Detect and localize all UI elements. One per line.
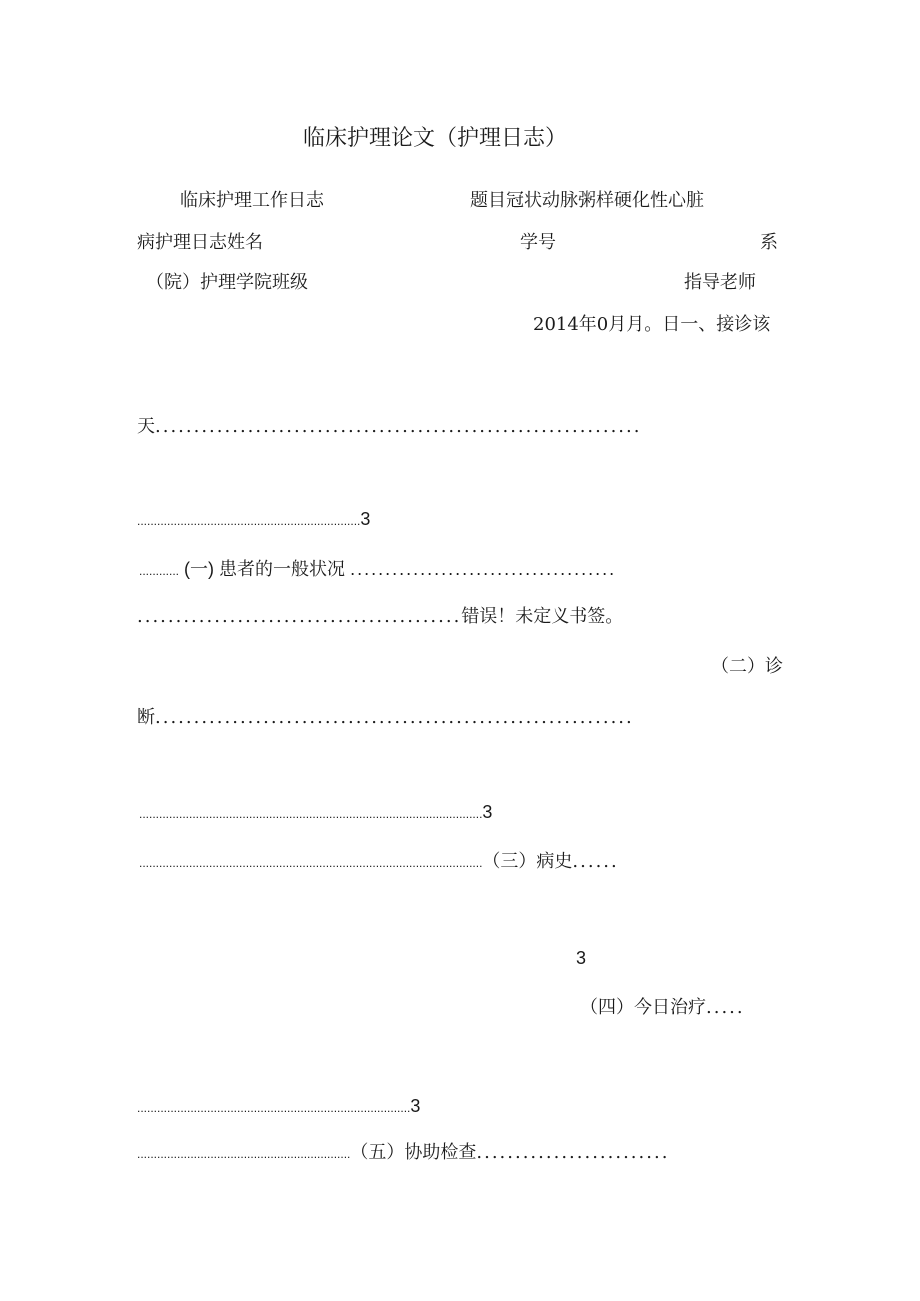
toc-entry-5-page-line [137, 1094, 420, 1120]
header-student-id-label: 学号 [520, 232, 556, 253]
header-topic: 题目冠状动脉粥样硬化性心脏 [470, 190, 704, 211]
toc-entry-2-text: 患者的一般状况 [219, 559, 346, 580]
header-department-label: 系 [760, 232, 778, 253]
toc-entry-3-page-line [139, 800, 492, 826]
toc-entry-3-text: 断 [137, 707, 155, 728]
toc-entry-6-label: （五）协助检查 [350, 1142, 477, 1163]
header-date-line: 2014年0月月。日一、接诊该 [533, 314, 771, 335]
toc-leader-dots: ......................... [476, 1142, 670, 1163]
toc-entry-6 [137, 1141, 669, 1166]
toc-entry-1-page-line [137, 507, 370, 533]
toc-leader-dots: .................................................................................. [137, 1101, 411, 1115]
toc-leader-dots: .......................................... [137, 606, 462, 627]
toc-entry-4 [139, 850, 619, 875]
page-title: 临床护理论文（护理日志） [303, 126, 568, 151]
header-name-label: 病护理日志姓名 [137, 232, 263, 253]
toc-error-text: 错误！未定义书签。 [461, 606, 624, 627]
toc-leader-dots: ....................................................................................................... [139, 807, 483, 821]
toc-entry-1 [137, 415, 641, 439]
toc-page-number: 3 [410, 1096, 421, 1116]
toc-leader-dots: ............ [139, 564, 180, 578]
toc-leader-dots: ...................................... [350, 559, 617, 579]
toc-entry-3 [137, 706, 634, 730]
header-class-label: （院）护理学院班级 [146, 272, 308, 293]
toc-entry-4-label: （三）病史 [482, 851, 573, 872]
toc-leader-dots: ................................................................ [137, 1147, 351, 1161]
toc-leader-dots: ............................................................... [155, 416, 642, 437]
toc-entry-5 [580, 996, 745, 1020]
toc-leader-dots: ................................................................... [137, 514, 361, 528]
toc-leader-dots: ..... [706, 997, 745, 1018]
toc-page-number: 3 [482, 802, 493, 822]
toc-entry-4-page: 3 [576, 948, 587, 968]
toc-entry-2-label: (一) [184, 559, 215, 579]
toc-entry-1-text: 天 [137, 416, 155, 437]
toc-leader-dots: ...... [572, 851, 619, 872]
toc-entry-5-label: （四）今日治疗 [580, 997, 706, 1018]
toc-leader-dots: ....................................................................................................... [139, 856, 483, 870]
header-advisor-label: 指导老师 [684, 272, 756, 293]
toc-page-number: 3 [360, 509, 371, 529]
header-journal-label: 临床护理工作日志 [180, 190, 324, 211]
toc-leader-dots: .............................................................. [155, 707, 634, 728]
toc-entry-2-continued [137, 605, 623, 629]
toc-entry-3-label: （二）诊 [711, 656, 783, 677]
toc-entry-2 [139, 557, 616, 583]
